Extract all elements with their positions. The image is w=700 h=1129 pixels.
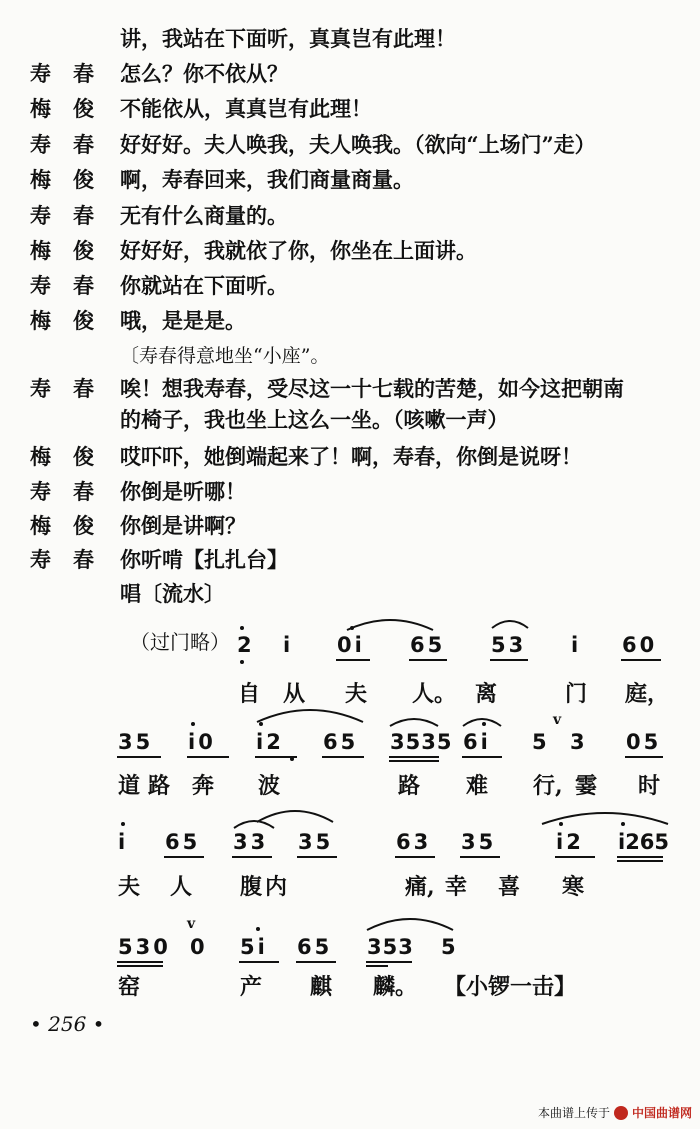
lyric: 寒 (562, 874, 585, 900)
speaker-meijun: 梅俊 (30, 167, 116, 192)
dialogue-line-12: 哎吓吓，她倒端起来了！啊，寿春，你倒是说呀！ (120, 444, 582, 469)
lyric: 难 (466, 773, 489, 799)
lyric: 自 (238, 681, 261, 707)
breath-mark: v (187, 916, 196, 932)
lyric: 麒 (310, 974, 333, 1000)
note: i265 (618, 830, 670, 854)
lyric: 人 (170, 874, 193, 900)
lyric: 人。 (412, 681, 457, 707)
lyric: 夫 (345, 681, 368, 707)
slur (345, 614, 435, 632)
lyric: 行, (533, 773, 563, 799)
dialogue-line-7: 好好好，我就依了你，你坐在上面讲。 (120, 238, 477, 263)
note: 0 (190, 935, 208, 959)
note: 3 (570, 730, 588, 754)
dialogue-line-14: 你倒是讲啊？ (120, 513, 246, 538)
lyric: 痛, (405, 874, 435, 900)
speaker-shouchun: 寿春 (30, 547, 116, 572)
stage-direction: 〔寿春得意地坐“小座”。 (120, 345, 330, 367)
note: i2 (556, 830, 584, 854)
lyric: 产 (240, 974, 263, 1000)
dialogue-line-4: 好好好。夫人唤我，夫人唤我。（欲向“上场门”走） (120, 132, 596, 157)
dialogue-line-5: 啊，寿春回来，我们商量商量。 (120, 167, 414, 192)
sing-instruction: 唱〔流水〕 (120, 581, 225, 606)
underline (621, 659, 661, 661)
speaker-meijun: 梅俊 (30, 513, 116, 538)
site-logo-icon (614, 1106, 628, 1120)
lyric: 麟。 (373, 974, 418, 1000)
note: 35 (118, 730, 154, 754)
note: 65 (165, 830, 201, 854)
lyric: 窑 (118, 974, 141, 1000)
lyric: 喜 (498, 874, 521, 900)
lyric: 幸 (445, 874, 468, 900)
lyric: 门 (565, 681, 588, 707)
note: 63 (396, 830, 432, 854)
note: 65 (410, 633, 446, 657)
note: 5i (240, 935, 268, 959)
dialogue-line-15: 你听啃【扎扎台】 (120, 547, 288, 572)
dialogue-line-9: 哦，是是是。 (120, 308, 246, 333)
note: i0 (188, 730, 216, 754)
underline (336, 659, 370, 661)
note: 5 (441, 935, 459, 959)
lyric: 时 (638, 773, 661, 799)
lyric: 庭， (625, 681, 670, 707)
note: i (118, 830, 129, 854)
lyric: 内 (265, 874, 288, 900)
speaker-shouchun: 寿春 (30, 273, 116, 298)
lyric: 路 (398, 773, 421, 799)
speaker-shouchun: 寿春 (30, 132, 116, 157)
note: 53 (491, 633, 527, 657)
note: i (571, 633, 582, 657)
lyric: 腹 (240, 874, 263, 900)
speaker-shouchun: 寿春 (30, 479, 116, 504)
dialogue-line-13: 你倒是听哪！ (120, 479, 246, 504)
lyric: 道 (118, 773, 141, 799)
note: 33 (233, 830, 269, 854)
speaker-shouchun: 寿春 (30, 61, 116, 86)
note: 530 (118, 935, 171, 959)
prelude-note: （过门略） (130, 630, 230, 654)
lyric: 夫 (118, 874, 141, 900)
lyric: 路 (148, 773, 171, 799)
note: 65 (297, 935, 333, 959)
note: 2 (237, 633, 255, 657)
dialogue-line-1: 讲，我站在下面听，真真岂有此理！ (120, 26, 456, 51)
note: 35 (461, 830, 497, 854)
note: 5 (532, 730, 550, 754)
speaker-meijun: 梅俊 (30, 444, 116, 469)
note: 6i (463, 730, 491, 754)
slur (490, 614, 530, 630)
footer (538, 1104, 692, 1121)
dialogue-line-6: 无有什么商量的。 (120, 203, 288, 228)
breath-mark: v (553, 712, 562, 728)
note: 65 (323, 730, 359, 754)
dialogue-line-8: 你就站在下面听。 (120, 273, 288, 298)
footer-prefix: 本曲谱上传于 (537, 1106, 610, 1120)
footer-brand-link[interactable]: 中国曲谱网 (631, 1106, 692, 1120)
note: 353 (367, 935, 414, 959)
speaker-shouchun: 寿春 (30, 203, 116, 228)
dialogue-line-10: 唉！想我寿春，受尽这一十七载的苦楚，如今这把朝南 (120, 376, 624, 401)
underline (409, 659, 447, 661)
lyric: 波 (258, 773, 281, 799)
lyric: 奔 (192, 773, 215, 799)
note: 05 (626, 730, 662, 754)
percussion-cue: 【小锣一击】 (444, 974, 577, 1000)
note: i (283, 633, 294, 657)
speaker-shouchun: 寿春 (30, 376, 116, 401)
lyric: 从 (283, 681, 306, 707)
note: 3535 (390, 730, 453, 754)
dialogue-line-2: 怎么？你不依从？ (120, 61, 288, 86)
speaker-meijun: 梅俊 (30, 308, 116, 333)
dialogue-line-11: 的椅子，我也坐上这么一坐。（咳嗽一声） (120, 407, 509, 432)
note: 35 (298, 830, 334, 854)
lyric: 离 (475, 681, 498, 707)
page-number: • 256 • (30, 1012, 105, 1036)
note: i2 (256, 730, 284, 754)
speaker-meijun: 梅俊 (30, 96, 116, 121)
lyric: 霎 (575, 773, 598, 799)
note: 0i (337, 633, 365, 657)
note: 60 (622, 633, 658, 657)
dialogue-line-3: 不能依从，真真岂有此理！ (120, 96, 372, 121)
underline (490, 659, 528, 661)
speaker-meijun: 梅俊 (30, 238, 116, 263)
